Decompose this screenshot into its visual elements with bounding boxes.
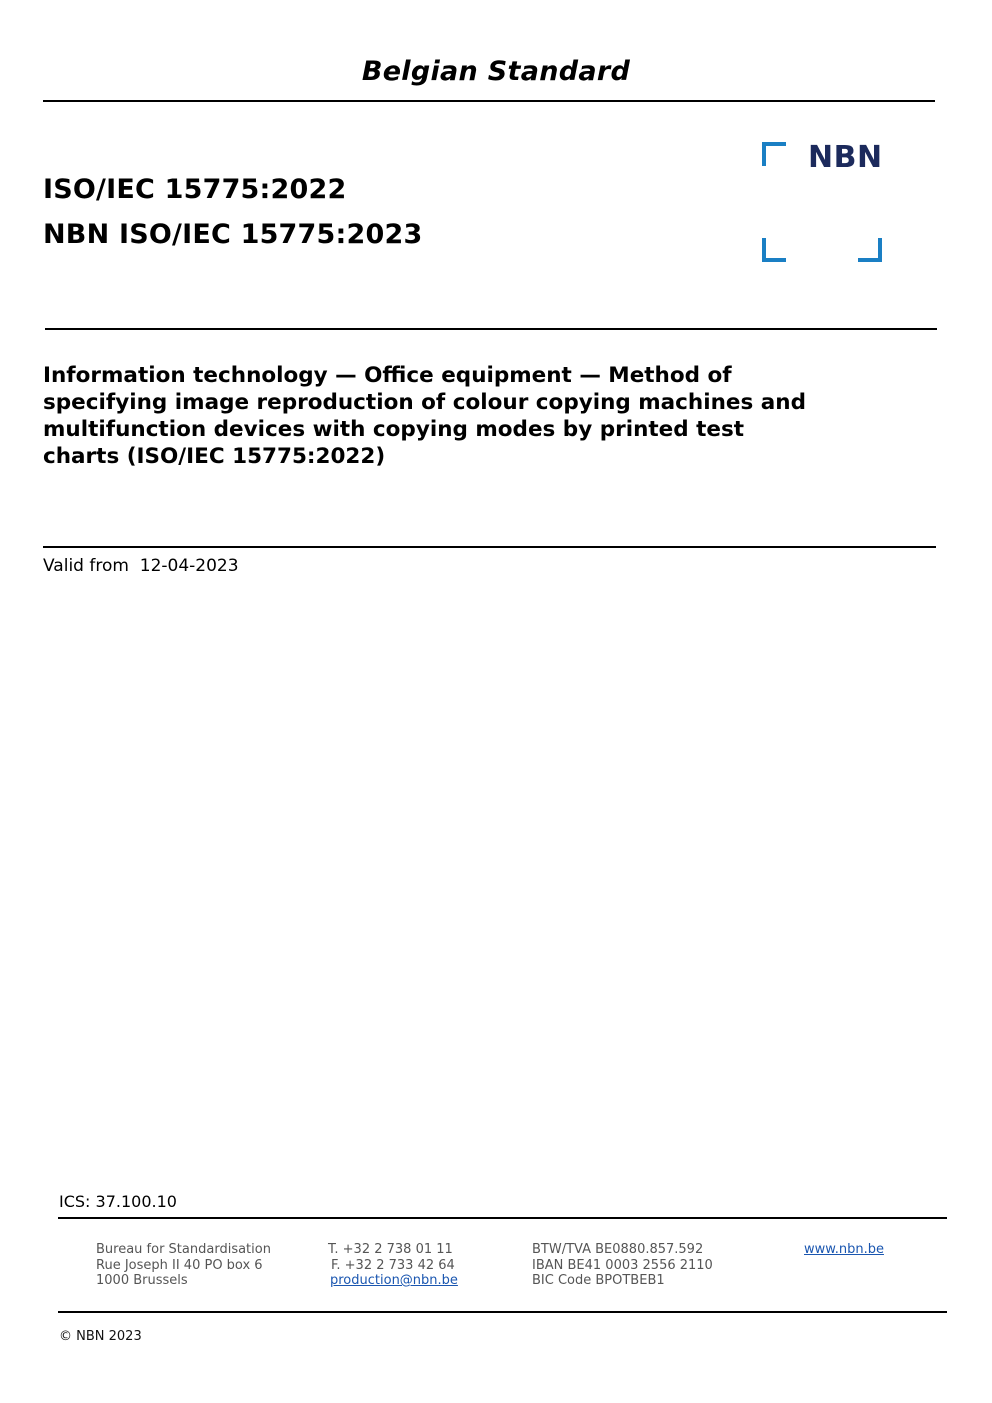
footer-address (96, 1242, 271, 1289)
document-title-line: charts (ISO/IEC 15775:2022) (43, 444, 386, 469)
bic-code: BIC Code BPOTBEB1 (532, 1273, 665, 1288)
address-line: Rue Joseph II 40 PO box 6 (96, 1257, 263, 1273)
footer-rule-bottom (58, 1311, 947, 1313)
section-rule-bottom (43, 546, 936, 548)
nbn-standard-number: NBN ISO/IEC 15775:2023 (43, 219, 423, 250)
document-title-line: Information technology — Office equipment — Method of (43, 363, 732, 388)
address-line: 1000 Brussels (96, 1273, 188, 1288)
document-title-line: specifying image reproduction of colour copying machines and (43, 390, 806, 415)
valid-from-date: 12-04-2023 (139, 556, 239, 576)
address-line: Bureau for Standardisation (96, 1242, 271, 1257)
iso-standard-number: ISO/IEC 15775:2022 (43, 174, 347, 205)
vat-number: BTW/TVA BE0880.857.592 (532, 1242, 704, 1257)
footer-banking (532, 1242, 713, 1289)
document-title-line: multifunction devices with copying modes by printed test (43, 417, 745, 442)
header-rule (43, 100, 935, 102)
header-title: Belgian Standard (361, 56, 631, 87)
fax-number: F. +32 2 733 42 64 (331, 1257, 455, 1273)
copyright: © NBN 2023 (59, 1329, 142, 1344)
website-link[interactable]: www.nbn.be (804, 1242, 884, 1257)
phone-number: T. +32 2 738 01 11 (328, 1242, 453, 1257)
document-title (43, 362, 923, 470)
iban-number: IBAN BE41 0003 2556 2110 (532, 1257, 713, 1273)
section-rule-top (45, 328, 937, 330)
email-link[interactable]: production@nbn.be (330, 1273, 458, 1288)
nbn-logo-text: NBN (808, 140, 883, 175)
ics-code: ICS: 37.100.10 (59, 1192, 177, 1211)
footer-rule-top (58, 1217, 947, 1219)
valid-from-label: Valid from (43, 556, 129, 576)
footer-contact (328, 1242, 458, 1289)
nbn-logo (762, 142, 884, 264)
valid-from (43, 556, 239, 576)
footer-web (804, 1242, 884, 1258)
